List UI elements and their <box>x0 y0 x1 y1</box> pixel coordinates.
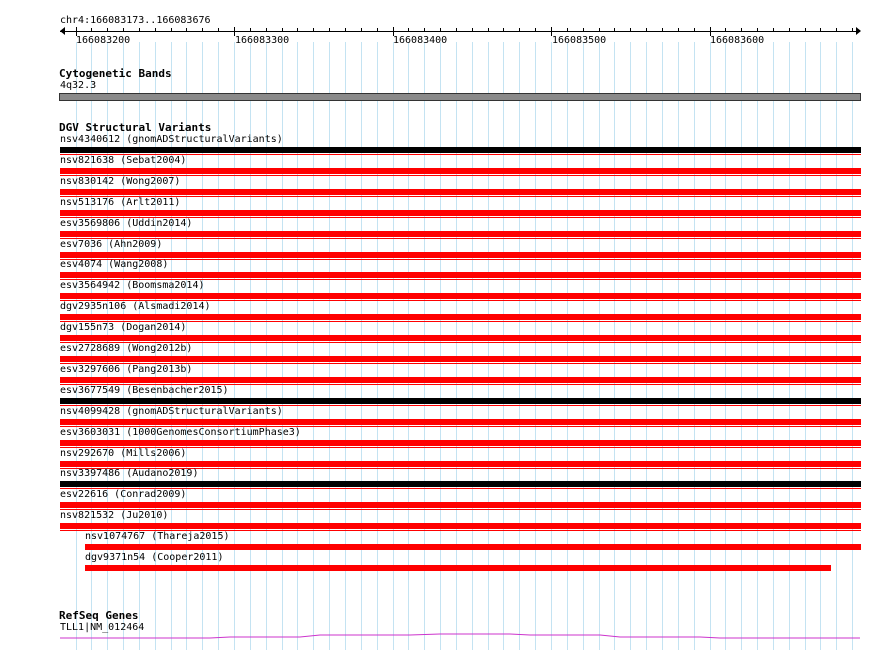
refseq-track-title[interactable]: RefSeq Genes <box>59 609 139 622</box>
variant-bar[interactable] <box>60 461 861 467</box>
variant-bar[interactable] <box>60 210 861 216</box>
ruler-tick <box>123 28 124 31</box>
ruler-tick <box>535 28 536 31</box>
ruler-tick <box>773 28 774 31</box>
ruler-tick <box>599 28 600 31</box>
ruler-tick <box>805 28 806 31</box>
variant-bar[interactable] <box>60 502 861 508</box>
variant-label[interactable]: nsv4340612 (gnomADStructuralVariants) <box>60 134 283 145</box>
variant-label[interactable]: esv2728689 (Wong2012b) <box>60 343 193 354</box>
ruler-tick <box>440 28 441 31</box>
ruler-tick <box>91 28 92 31</box>
ruler-tick <box>678 28 679 31</box>
ruler-tick <box>250 28 251 31</box>
variant-bar[interactable] <box>85 544 861 550</box>
variant-label[interactable]: esv7036 (Ahn2009) <box>60 239 163 250</box>
variant-bar[interactable] <box>60 419 861 425</box>
variant-label[interactable]: nsv821532 (Ju2010) <box>60 510 169 521</box>
ruler-tick <box>757 28 758 31</box>
ruler-tick-label: 166083200 <box>76 35 131 46</box>
row-separator <box>60 238 861 239</box>
variant-label[interactable]: esv4074 (Wang2008) <box>60 259 169 270</box>
ruler-tick <box>139 28 140 31</box>
variant-label[interactable]: nsv1074767 (Thareja2015) <box>85 531 230 542</box>
variant-label[interactable]: nsv513176 (Arlt2011) <box>60 197 181 208</box>
ruler-tick <box>345 28 346 31</box>
ruler-tick-label: 166083500 <box>552 35 607 46</box>
ruler-tick <box>361 28 362 31</box>
variant-bar[interactable] <box>60 189 861 195</box>
variant-bar[interactable] <box>60 335 861 341</box>
variant-label[interactable]: nsv830142 (Wong2007) <box>60 176 181 187</box>
variant-label[interactable]: nsv4099428 (gnomADStructuralVariants) <box>60 406 283 417</box>
ruler-tick-label: 166083600 <box>710 35 765 46</box>
variant-label[interactable]: esv3569806 (Uddin2014) <box>60 218 193 229</box>
ruler-tick <box>472 28 473 31</box>
variant-label[interactable]: nsv3397486 (Audano2019) <box>60 468 199 479</box>
ruler-tick <box>297 28 298 31</box>
ruler-tick <box>820 28 821 31</box>
dgv-track-title[interactable]: DGV Structural Variants <box>59 121 212 134</box>
variant-bar[interactable] <box>60 168 861 174</box>
ruler-tick <box>583 28 584 31</box>
variant-label[interactable]: esv22616 (Conrad2009) <box>60 489 187 500</box>
variant-label[interactable]: dgv155n73 (Dogan2014) <box>60 322 187 333</box>
variant-label[interactable]: esv3603031 (1000GenomesConsortiumPhase3) <box>60 427 301 438</box>
variant-bar[interactable] <box>60 481 861 487</box>
ruler-right-arrow-icon[interactable] <box>856 27 861 35</box>
variant-label[interactable]: dgv2935n106 (Alsmadi2014) <box>60 301 211 312</box>
ruler-tick <box>155 28 156 31</box>
ruler-tick <box>646 28 647 31</box>
ruler-tick <box>836 28 837 31</box>
position-label: chr4:166083173..166083676 <box>60 15 211 26</box>
ruler-tick <box>614 28 615 31</box>
variant-label[interactable]: esv3677549 (Besenbacher2015) <box>60 385 229 396</box>
cytoband-label: 4q32.3 <box>60 80 97 91</box>
gene-feature[interactable] <box>0 620 890 650</box>
ruler-tick <box>282 28 283 31</box>
gene-label[interactable]: TLL1|NM_012464 <box>60 622 145 633</box>
cytoband-bar[interactable] <box>59 93 861 101</box>
variant-bar[interactable] <box>85 565 831 571</box>
row-separator <box>60 259 861 260</box>
ruler-tick <box>503 28 504 31</box>
row-separator <box>60 509 861 510</box>
variant-label[interactable]: esv3564942 (Boomsma2014) <box>60 280 205 291</box>
variant-label[interactable]: nsv821638 (Sebat2004) <box>60 155 187 166</box>
ruler-tick-label: 166083300 <box>235 35 290 46</box>
ruler-tick <box>488 28 489 31</box>
variant-bar[interactable] <box>60 356 861 362</box>
ruler-tick <box>567 28 568 31</box>
variant-bar[interactable] <box>60 293 861 299</box>
ruler-tick <box>329 28 330 31</box>
ruler-tick <box>725 28 726 31</box>
variant-bar[interactable] <box>60 440 861 446</box>
ruler-tick <box>171 28 172 31</box>
ruler-tick <box>377 28 378 31</box>
ruler-tick-label: 166083400 <box>393 35 448 46</box>
ruler-axis <box>60 31 860 32</box>
variant-label[interactable]: nsv292670 (Mills2006) <box>60 448 187 459</box>
ruler-tick <box>408 28 409 31</box>
variant-bar[interactable] <box>60 523 861 529</box>
variant-label[interactable]: dgv9371n54 (Cooper2011) <box>85 552 224 563</box>
variant-bar[interactable] <box>60 398 861 404</box>
ruler-tick <box>694 28 695 31</box>
ruler-tick <box>852 28 853 31</box>
ruler-tick <box>218 28 219 31</box>
variant-bar[interactable] <box>60 314 861 320</box>
ruler-tick <box>741 28 742 31</box>
variant-bar[interactable] <box>60 272 861 278</box>
ruler-tick <box>266 28 267 31</box>
variant-bar[interactable] <box>60 231 861 237</box>
ruler-tick <box>456 28 457 31</box>
ruler-left-arrow-icon[interactable] <box>60 27 65 35</box>
ruler-tick <box>186 28 187 31</box>
ruler-tick <box>202 28 203 31</box>
ruler-tick <box>630 28 631 31</box>
ruler-tick <box>424 28 425 31</box>
variant-bar[interactable] <box>60 377 861 383</box>
ruler-tick <box>313 28 314 31</box>
ruler-tick <box>789 28 790 31</box>
ruler-tick <box>662 28 663 31</box>
variant-bar[interactable] <box>60 147 861 153</box>
ruler-tick <box>107 28 108 31</box>
cytoband-track-title[interactable]: Cytogenetic Bands <box>59 67 172 80</box>
ruler-tick <box>519 28 520 31</box>
variant-label[interactable]: esv3297606 (Pang2013b) <box>60 364 193 375</box>
variant-bar[interactable] <box>60 252 861 258</box>
